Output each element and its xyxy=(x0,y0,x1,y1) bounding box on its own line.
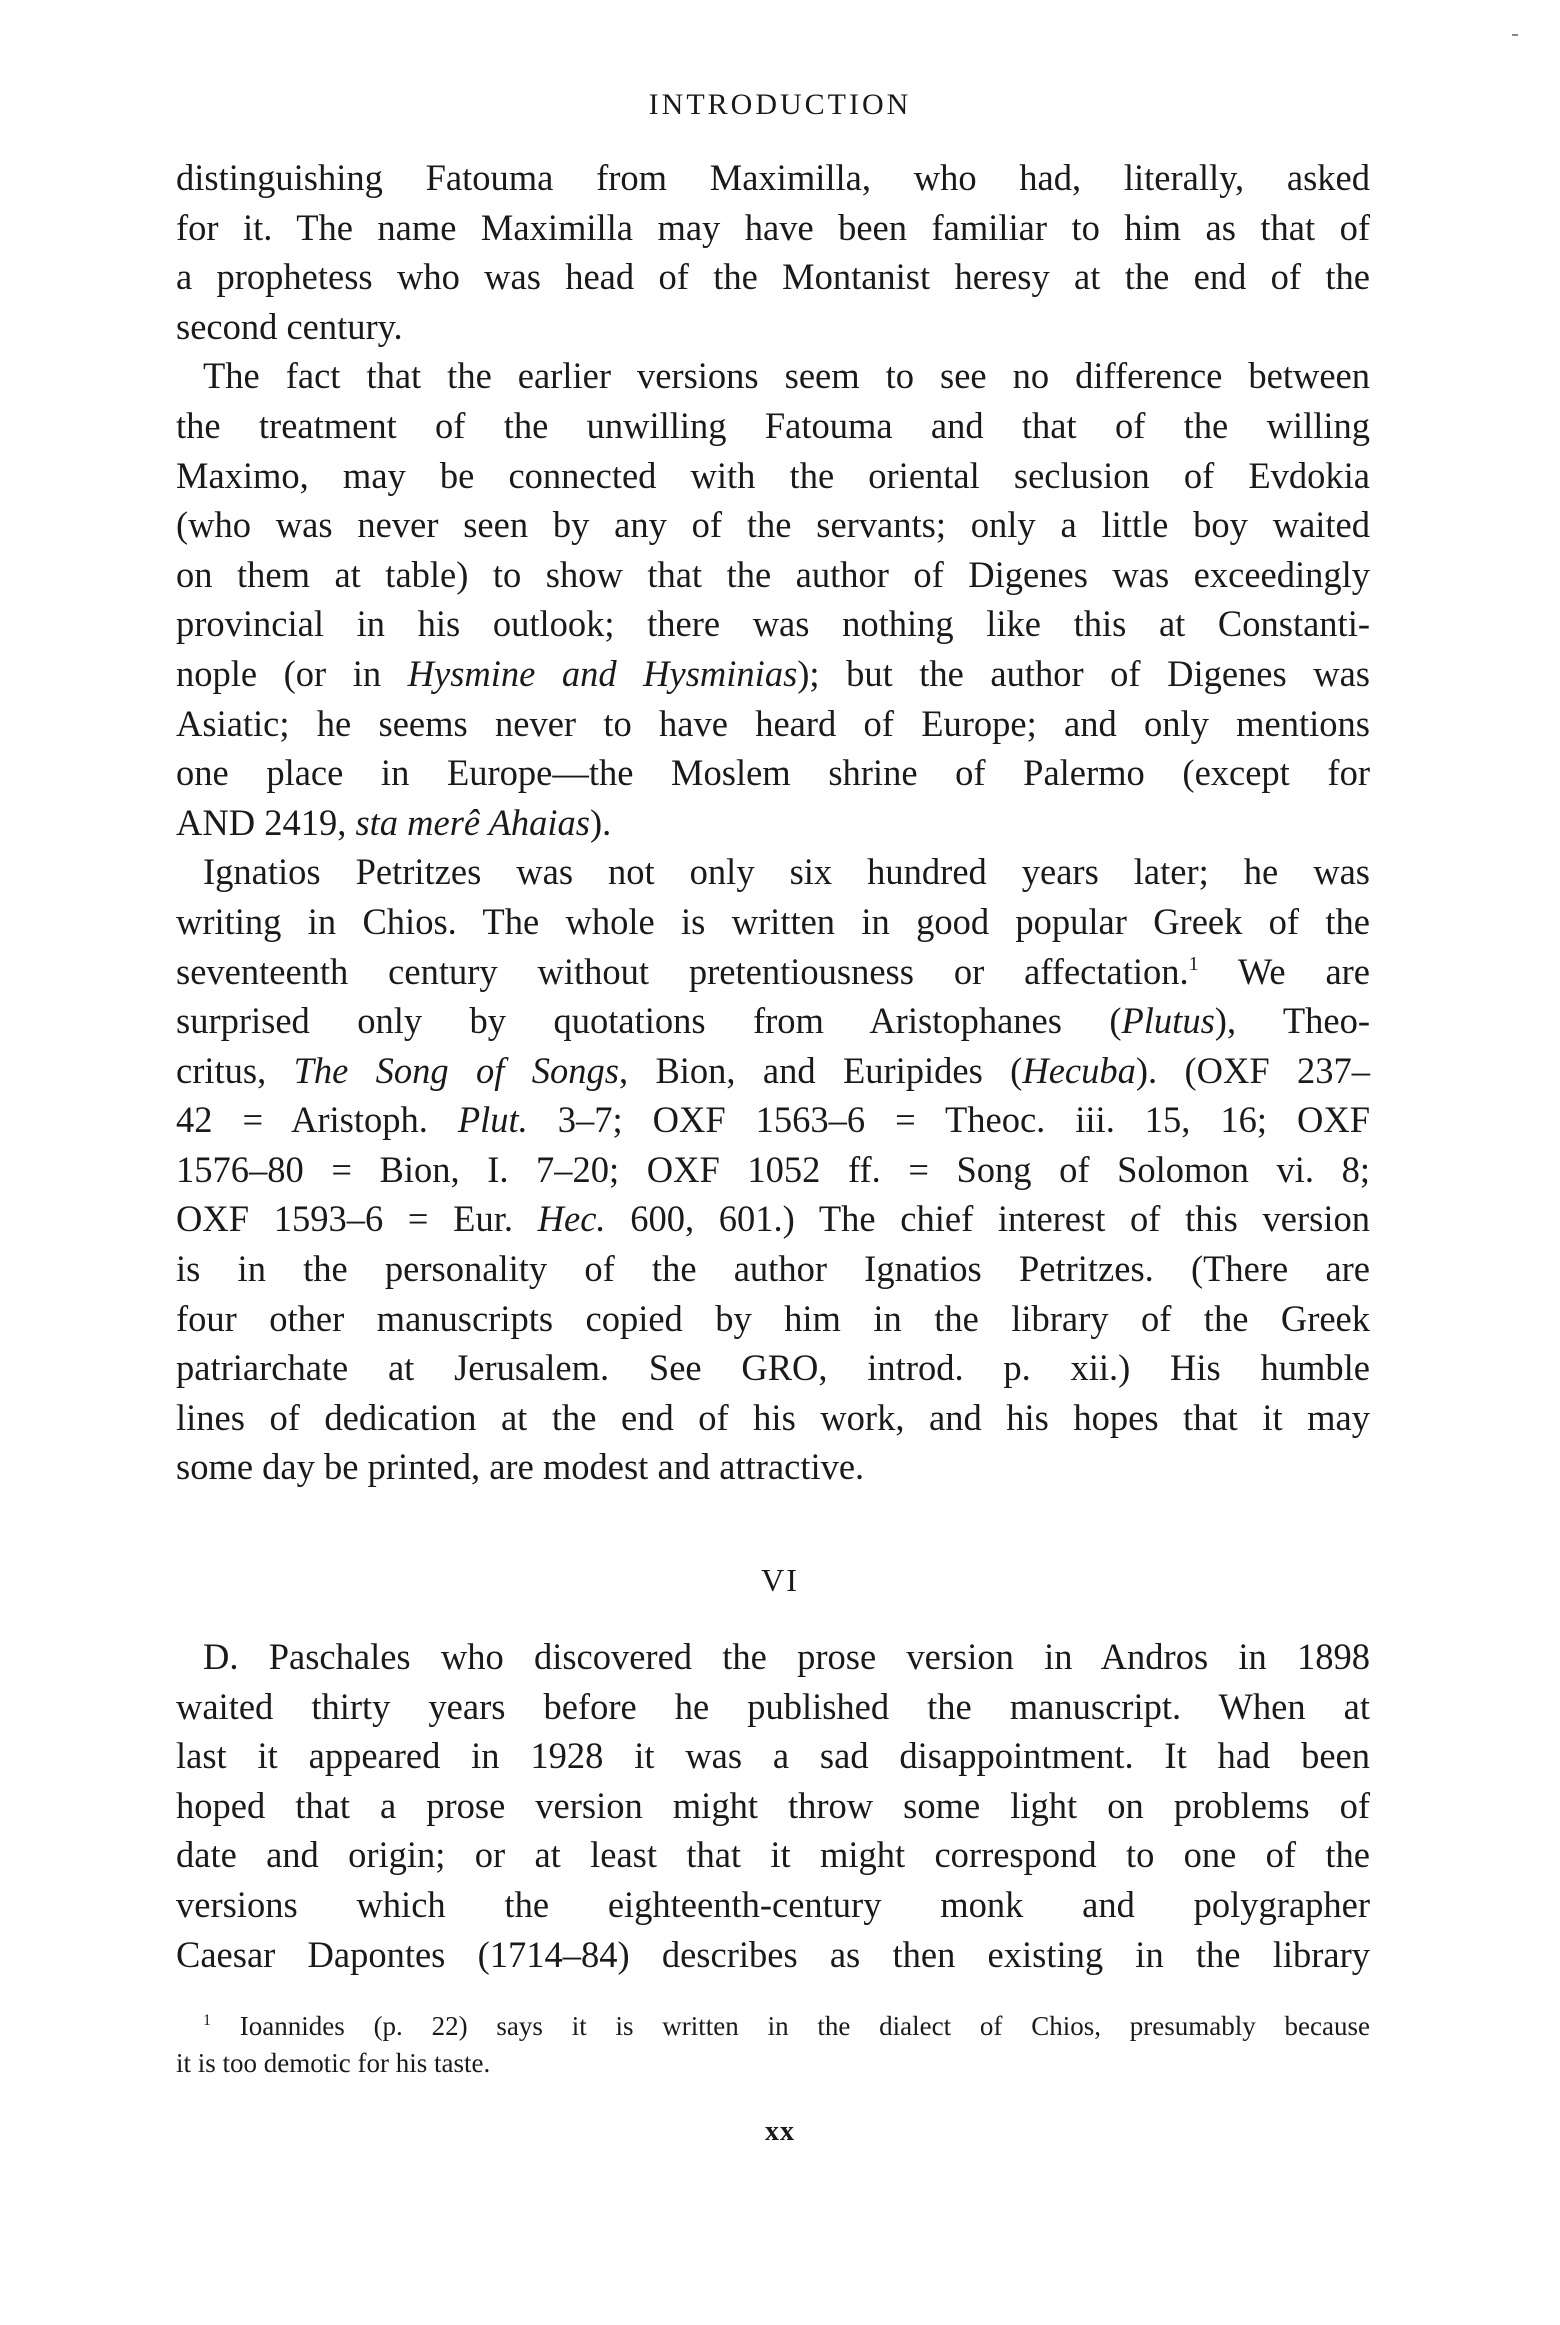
text-run: 3–7; OXF 1563–6 = Theoc. iii. 15, 16; OXF xyxy=(527,1099,1370,1141)
text-run: Caesar Dapontes (1714–84) describes as then existing in the library xyxy=(176,1933,1370,1975)
text-run: versions which the eighteenth-century monk and polygrapher xyxy=(176,1883,1370,1925)
text-line xyxy=(176,1731,1370,1781)
text-line xyxy=(176,1343,1370,1393)
text-line xyxy=(176,996,1370,1046)
text-run: distinguishing Fatouma from Maximilla, who had, literally, asked xyxy=(176,157,1370,198)
text-run: ). (OXF 237– xyxy=(1135,1049,1371,1091)
text-line xyxy=(176,1294,1370,1344)
footnote-marker: 1 xyxy=(1188,952,1199,975)
text-run: date and origin; or at least that it might correspond to one of the xyxy=(176,1834,1370,1876)
text-line xyxy=(176,1632,1370,1682)
text-run: some day be printed, are modest and attractive. xyxy=(176,1446,865,1488)
text-run: a prophetess who was head of the Montanist heresy at the end of the xyxy=(176,256,1370,298)
text-run: last it appeared in 1928 it was a sad disappointment. It had been xyxy=(176,1735,1370,1777)
text-line xyxy=(176,550,1370,600)
text-run: 42 = Aristoph. xyxy=(176,1099,458,1141)
text-run: OXF 1593–6 = Eur. xyxy=(176,1198,538,1240)
text-run: 1576–80 = Bion, I. 7–20; OXF 1052 ff. = Song of Solomon vi. 8; xyxy=(176,1148,1370,1190)
footnote-marker: 1 xyxy=(203,2012,211,2029)
text-line xyxy=(176,451,1370,501)
italic-text-run: sta merê Ahaias xyxy=(355,801,590,843)
text-run: Asiatic; he seems never to have heard of Europe; and only mentions xyxy=(176,702,1370,744)
text-run: one place in Europe—the Moslem shrine of Palermo (except for xyxy=(176,752,1370,794)
text-run: provincial in his outlook; there was nothing like this at Constanti- xyxy=(176,603,1370,645)
italic-text-run: Hec. xyxy=(537,1198,606,1240)
text-run: four other manuscripts copied by him in the library of the Greek xyxy=(176,1297,1370,1339)
text-run: patriarchate at Jerusalem. See GRO, introd. p. xii.) His humble xyxy=(176,1347,1370,1389)
italic-text-run: Plut. xyxy=(457,1099,528,1141)
text-run: Ignatios Petritzes was not only six hundred years later; he was xyxy=(203,851,1370,893)
text-line xyxy=(176,947,1370,997)
text-run: on them at table) to show that the author of Digenes was exceedingly xyxy=(176,553,1370,595)
text-run: D. Paschales who discovered the prose version in Andros in 1898 xyxy=(203,1636,1370,1677)
text-line xyxy=(176,699,1370,749)
text-run: 600, 601.) The chief interest of this version xyxy=(605,1198,1370,1240)
text-line xyxy=(176,1393,1370,1443)
text-line xyxy=(176,1194,1370,1244)
italic-text-run: Plutus xyxy=(1121,1000,1215,1042)
text-run: second century. xyxy=(176,305,403,347)
text-run: surprised only by quotations from Aristophanes ( xyxy=(176,1000,1122,1042)
body-text-block-section-vi xyxy=(176,1632,1370,1979)
text-line xyxy=(176,649,1370,699)
text-line xyxy=(176,1095,1370,1145)
text-run: is in the personality of the author Ignatios Petritzes. (There are xyxy=(176,1248,1370,1290)
text-line xyxy=(176,351,1370,401)
text-line xyxy=(176,2045,1370,2082)
running-head: INTRODUCTION xyxy=(648,88,912,121)
text-run: the treatment of the unwilling Fatouma and that of the willing xyxy=(176,404,1370,446)
text-line xyxy=(176,1145,1370,1195)
italic-text-run: Hysmine and Hysminias xyxy=(407,652,798,694)
text-run: seventeenth century without pretentiousness or affectation. xyxy=(176,950,1189,992)
text-run: it is too demotic for his taste. xyxy=(176,2048,491,2078)
text-line xyxy=(176,897,1370,947)
text-line xyxy=(176,1930,1370,1980)
italic-text-run: Hecuba xyxy=(1022,1049,1136,1091)
text-run: lines of dedication at the end of his work, and his hopes that it may xyxy=(176,1396,1370,1438)
text-line xyxy=(176,500,1370,550)
section-heading: VI xyxy=(761,1562,799,1598)
text-run: for it. The name Maximilla may have been familiar to him as that of xyxy=(176,206,1370,248)
text-run: writing in Chios. The whole is written in good popular Greek of the xyxy=(176,900,1370,942)
text-line xyxy=(176,203,1370,253)
text-run: critus, xyxy=(176,1049,294,1091)
text-line xyxy=(176,1442,1370,1492)
text-line xyxy=(176,847,1370,897)
text-run: ), Theo- xyxy=(1214,1000,1370,1042)
text-line xyxy=(176,1830,1370,1880)
scan-mark xyxy=(1512,34,1518,36)
text-run: ). xyxy=(590,801,612,843)
text-line xyxy=(176,1682,1370,1732)
text-line xyxy=(176,1046,1370,1096)
text-run: (who was never seen by any of the servants; only a little boy waited xyxy=(176,504,1370,546)
text-line xyxy=(176,1244,1370,1294)
text-line xyxy=(176,798,1370,848)
text-run: AND 2419, xyxy=(176,801,356,843)
text-line xyxy=(176,252,1370,302)
text-run: nople (or in xyxy=(176,652,408,694)
text-run: Maximo, may be connected with the oriental seclusion of Evdokia xyxy=(176,454,1370,496)
text-run: waited thirty years before he published the manuscript. When at xyxy=(176,1685,1370,1727)
text-line xyxy=(176,302,1370,352)
italic-text-run: The Song of Songs xyxy=(293,1049,619,1091)
page-number: xx xyxy=(765,2116,795,2147)
text-run: Ioannides (p. 22) says it is written in the dialect of Chios, presumably because xyxy=(211,2011,1370,2041)
body-text-block xyxy=(176,153,1370,1492)
text-run: hoped that a prose version might throw some light on problems of xyxy=(176,1784,1370,1826)
text-run: , Bion, and Euripides ( xyxy=(618,1049,1023,1091)
text-run: We are xyxy=(1198,950,1371,992)
text-run: ); but the author of Digenes was xyxy=(797,652,1370,694)
text-line xyxy=(176,153,1370,203)
text-line xyxy=(176,401,1370,451)
text-line xyxy=(176,1880,1370,1930)
footnotes xyxy=(176,2008,1370,2082)
text-line xyxy=(176,1781,1370,1831)
text-line xyxy=(176,2008,1370,2045)
text-line xyxy=(176,599,1370,649)
text-line xyxy=(176,748,1370,798)
text-run: The fact that the earlier versions seem to see no difference between xyxy=(203,355,1370,397)
